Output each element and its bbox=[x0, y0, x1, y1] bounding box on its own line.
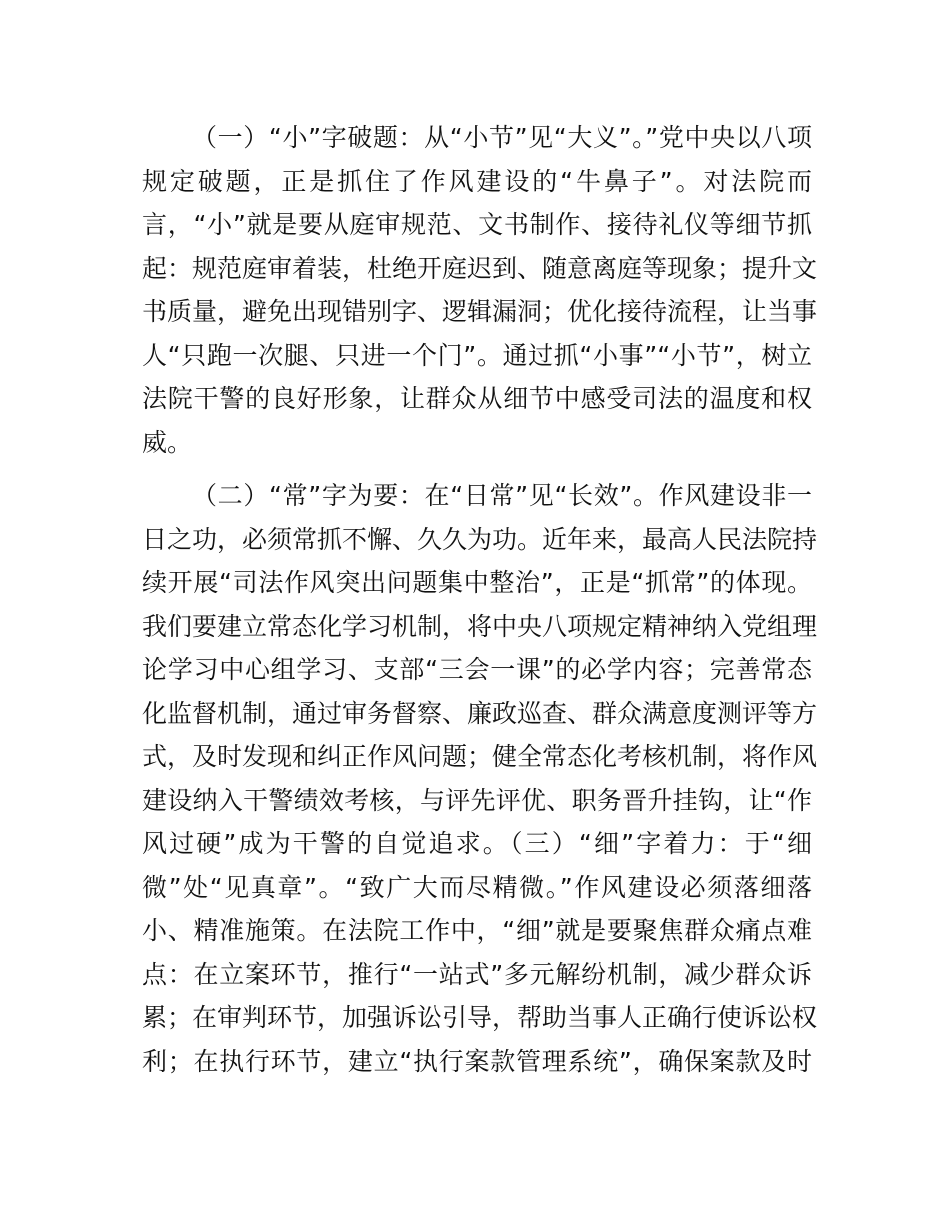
text-line: 建设纳入干警绩效考核，与评先评优、职务晋升挂钩，让“作 bbox=[142, 786, 812, 815]
text-line: （一）“小”字破题：从“小节”见“大义”。”党中央以八项 bbox=[192, 123, 812, 152]
text-line: 我们要建立常态化学习机制，将中央八项规定精神纳入党组理 bbox=[142, 612, 818, 641]
text-line: 日之功，必须常抓不懈、久久为功。近年来，最高人民法院持 bbox=[142, 525, 818, 554]
text-line: 续开展“司法作风突出问题集中整治”，正是“抓常”的体现。 bbox=[142, 568, 812, 597]
text-line: 规定破题，正是抓住了作风建设的“牛鼻子”。对法院而 bbox=[142, 167, 812, 196]
text-line: 威。 bbox=[142, 428, 193, 457]
text-line: 风过硬”成为干警的自觉追求。（三）“细”字着力：于“细 bbox=[142, 829, 812, 858]
text-line: 化监督机制，通过审务督察、廉政巡查、群众满意度测评等方 bbox=[142, 699, 818, 728]
text-line: 小、精准施策。在法院工作中，“细”就是要聚焦群众痛点难 bbox=[142, 916, 812, 945]
text-line: 起：规范庭审着装，杜绝开庭迟到、随意离庭等现象；提升文 bbox=[142, 254, 818, 283]
text-line: 微”处“见真章”。“致广大而尽精微。”作风建设必须落细落 bbox=[142, 873, 812, 902]
text-line: 式，及时发现和纠正作风问题；健全常态化考核机制，将作风 bbox=[142, 742, 818, 771]
text-line: 法院干警的良好形象，让群众从细节中感受司法的温度和权 bbox=[142, 384, 812, 413]
text-line: 言，“小”就是要从庭审规范、文书制作、接待礼仪等细节抓 bbox=[142, 210, 812, 239]
text-line: 利；在执行环节，建立“执行案款管理系统”，确保案款及时 bbox=[142, 1047, 812, 1076]
text-line: 人“只跑一次腿、只进一个门”。通过抓“小事”“小节”，树立 bbox=[142, 341, 812, 370]
text-line: 书质量，避免出现错别字、逻辑漏洞；优化接待流程，让当事 bbox=[142, 297, 818, 326]
text-line: （二）“常”字为要：在“日常”见“长效”。作风建设非一 bbox=[192, 481, 812, 510]
text-line: 论学习中心组学习、支部“三会一课”的必学内容；完善常态 bbox=[142, 655, 812, 684]
text-line: 累；在审判环节，加强诉讼引导，帮助当事人正确行使诉讼权 bbox=[142, 1003, 818, 1032]
text-line: 点：在立案环节，推行“一站式”多元解纷机制，减少群众诉 bbox=[142, 960, 812, 989]
